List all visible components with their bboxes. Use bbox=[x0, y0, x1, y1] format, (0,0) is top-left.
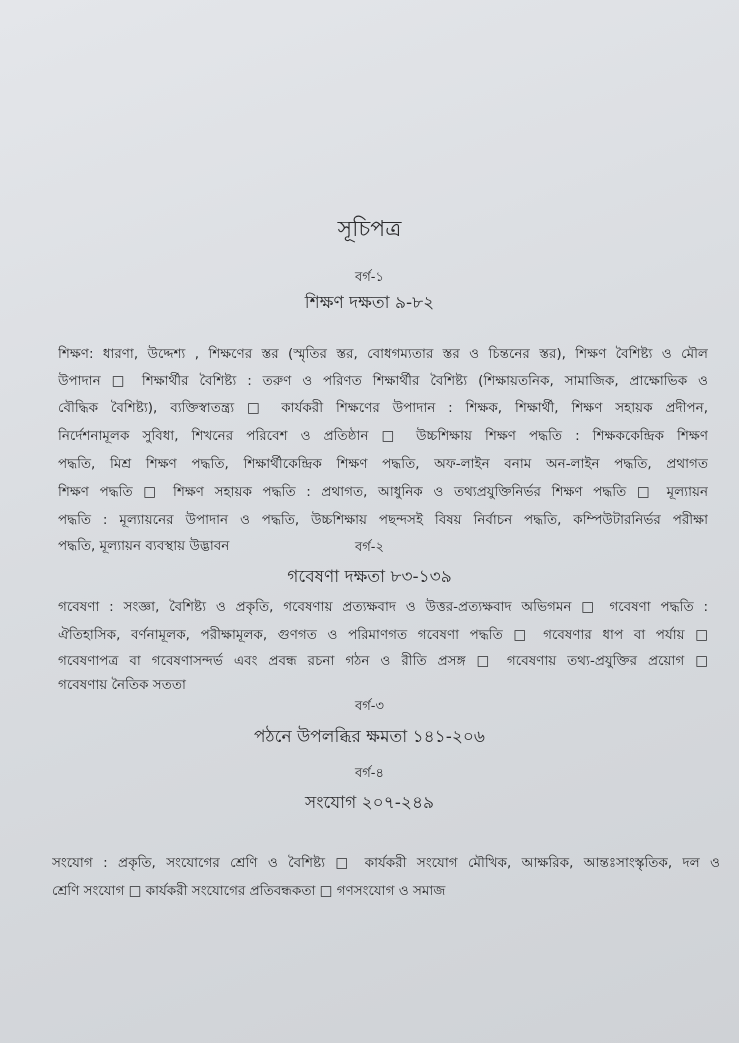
section-1-line: শিক্ষণ: ধারণা, উদ্দেশ্য , শিক্ষণের স্তর (স্মৃতির স্তর, বোধগম্যতার স্তর ও চিন্তনের স্তর), শিক্ষণ বৈশিষ্ট্য ও মৌল bbox=[58, 346, 708, 362]
section-2-line: গবেষণা : সংজ্ঞা, বৈশিষ্ট্য ও প্রকৃতি, গবেষণায় প্রত্যক্ষবাদ ও উত্তর-প্রত্যক্ষবাদ অভিগমন □ গবেষণা পদ্ধতি : bbox=[58, 599, 708, 615]
section-2-heading: গবেষণা দক্ষতা ৮৩-১৩৯ bbox=[287, 567, 452, 587]
section-1-heading: শিক্ষণ দক্ষতা ৯-৮২ bbox=[304, 293, 435, 313]
section-1-line: পদ্ধতি, মিশ্র শিক্ষণ পদ্ধতি, শিক্ষার্থীকেন্দ্রিক শিক্ষণ পদ্ধতি, অফ-লাইন বনাম অন-লাইন পদ্ধতি, প্রথাগত bbox=[58, 456, 708, 472]
section-3-label: বর্গ-৩ bbox=[355, 699, 384, 714]
section-1-line: পদ্ধতি, মূল্যায়ন ব্যবস্থায় উদ্ভাবন bbox=[58, 538, 230, 554]
section-2-line: ঐতিহাসিক, বর্ণনামূলক, পরীক্ষামূলক, গুণগত ও পরিমাণগত গবেষণা পদ্ধতি □ গবেষণার ধাপ বা পর্যায় □ bbox=[58, 627, 708, 643]
page-title: সূচিপত্র bbox=[337, 217, 402, 242]
section-4-line: সংযোগ : প্রকৃতি, সংযোগের শ্রেণি ও বৈশিষ্ট্য □ কার্যকরী সংযোগ মৌখিক, আক্ষরিক, আন্তঃসাংস্কৃতিক, দল ও bbox=[52, 855, 720, 871]
section-2-line: গবেষণায় নৈতিক সততা bbox=[58, 677, 186, 693]
section-1-label: বর্গ-১ bbox=[355, 270, 384, 285]
section-1-line: পদ্ধতি : মূল্যায়নের উপাদান ও পদ্ধতি, উচ্চশিক্ষায় পছন্দসই বিষয় নির্বাচন পদ্ধতি, কম্পিউটারনির্ভর পরীক্ষা bbox=[58, 512, 708, 528]
section-2-line: গবেষণাপত্র বা গবেষণাসন্দর্ভ এবং প্রবন্ধ রচনা গঠন ও রীতি প্রসঙ্গ □ গবেষণায় তথ্য-প্রযুক্তির প্রয়োগ □ bbox=[58, 653, 708, 669]
section-4-line: শ্রেণি সংযোগ □ কার্যকরী সংযোগের প্রতিবন্ধকতা □ গণসংযোগ ও সমাজ bbox=[52, 883, 446, 899]
section-1-line: নির্দেশনামূলক সুবিধা, শিখনের পরিবেশ ও প্রতিষ্ঠান □ উচ্চশিক্ষায় শিক্ষণ পদ্ধতি : শিক্ষককেন্দ্রিক শিক্ষণ bbox=[58, 428, 708, 444]
section-1-line: বৌদ্ধিক বৈশিষ্ট্য), ব্যক্তিস্বাতন্ত্র্য □ কার্যকরী শিক্ষণের উপাদান : শিক্ষক, শিক্ষার্থী, শিক্ষণ সহায়ক প্রদীপন, bbox=[58, 400, 708, 416]
section-3-heading: পঠনে উপলব্ধির ক্ষমতা ১৪১-২০৬ bbox=[254, 727, 485, 747]
section-1-line: শিক্ষণ পদ্ধতি □ শিক্ষণ সহায়ক পদ্ধতি : প্রথাগত, আধুনিক ও তথ্যপ্রযুক্তিনির্ভর শিক্ষণ পদ্ধতি □ মূল্যায়ন bbox=[58, 484, 708, 500]
section-4-label: বর্গ-৪ bbox=[355, 766, 384, 781]
section-1-line: উপাদান □ শিক্ষার্থীর বৈশিষ্ট্য : তরুণ ও পরিণত শিক্ষার্থীর বৈশিষ্ট্য (শিক্ষায়তনিক, সামাজিক, প্রাক্ষোভিক ও bbox=[58, 373, 708, 389]
section-4-heading: সংযোগ ২০৭-২৪৯ bbox=[304, 793, 435, 813]
section-2-label: বর্গ-২ bbox=[355, 540, 384, 555]
